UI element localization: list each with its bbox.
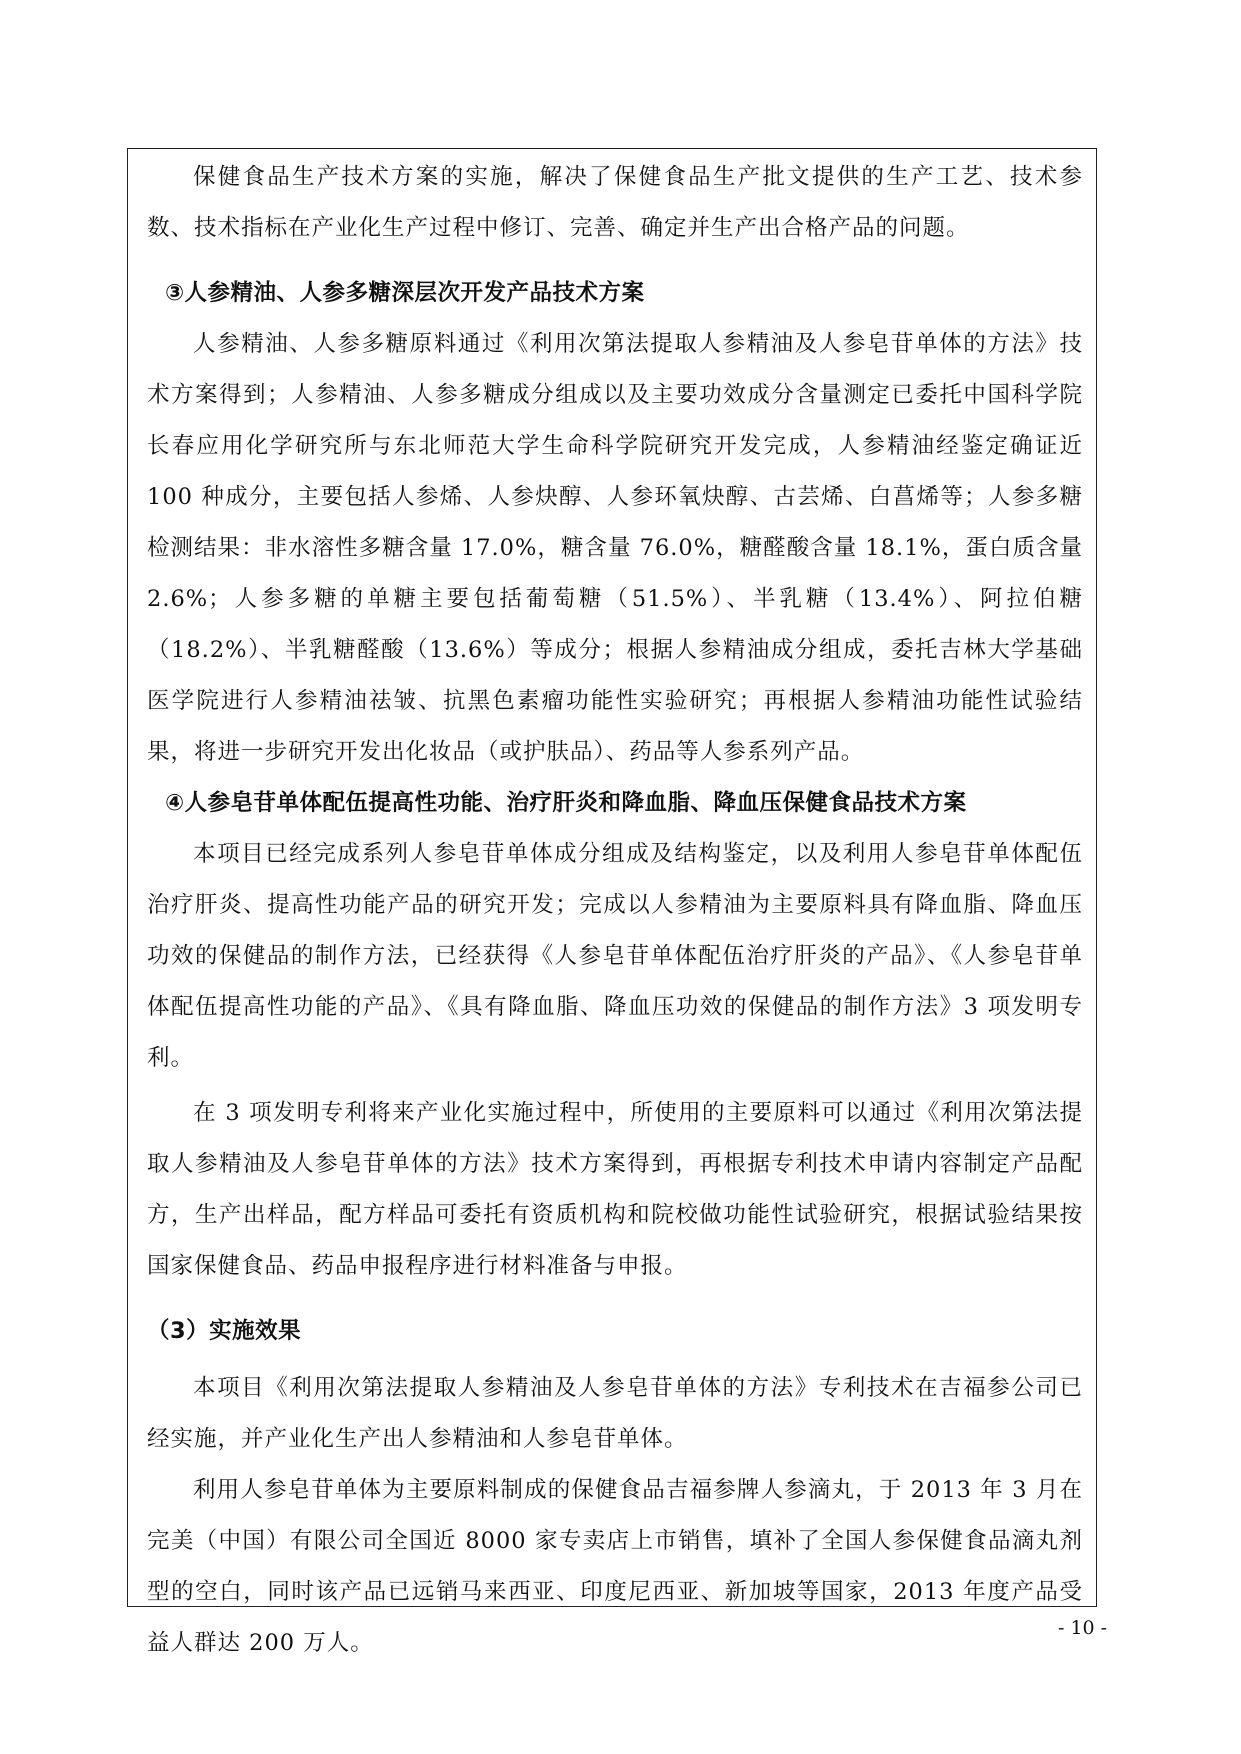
paragraph-implementation: 本项目《利用次第法提取人参精油及人参皂苷单体的方法》专利技术在吉福参公司已经实施，并产业化生产出人参精油和人参皂苷单体。	[147, 1375, 1083, 1452]
paragraph-market-results: 利用人参皂苷单体为主要原料制成的保健食品吉福参牌人参滴丸，于 2013 年 3 月在完美（中国）有限公司全国近 8000 家专卖店上市销售，填补了全国人参保健食品滴丸剂型的空白，同时该产品已远销马来西亚、印度尼西亚、新加坡等国家，2013 年度产品受益人群达 200 万人。	[147, 1477, 1083, 1656]
section-heading-implementation-effect: （3）实施效果	[147, 1318, 302, 1344]
page-number: - 10 -	[1058, 1617, 1108, 1639]
paragraph-patent-industrialization: 在 3 项发明专利将来产业化实施过程中，所使用的主要原料可以通过《利用次第法提取人参精油及人参皂苷单体的方法》技术方案得到，再根据专利技术申请内容制定产品配方，生产出样品，配方样品可委托有资质机构和院校做功能性试验研究，根据试验结果按国家保健食品、药品申报程序进行材料准备与申报。	[147, 1100, 1083, 1279]
section-heading-3: ③人参精油、人参多糖深层次开发产品技术方案	[165, 280, 645, 306]
section-heading-4: ④人参皂苷单体配伍提高性功能、治疗肝炎和降血脂、降血压保健食品技术方案	[165, 790, 967, 816]
document-body	[147, 152, 1083, 1669]
paragraph-ginseng-oil-polysaccharide: 人参精油、人参多糖原料通过《利用次第法提取人参精油及人参皂苷单体的方法》技术方案得到；人参精油、人参多糖成分组成以及主要功效成分含量测定已委托中国科学院长春应用化学研究所与东北师范大学生命科学院研究开发完成，人参精油经鉴定确证近 100 种成分，主要包括人参烯、人参炔醇、人参环氧炔醇、古芸烯、白菖烯等；人参多糖检测结果：非水溶性多糖含量 17.0%，糖含量 76.0%，糖醛酸含量 18.1%，蛋白质含量 2.6%；人参多糖的单糖主要包括葡萄糖（51.5%）、半乳糖（13.4%）、阿拉伯糖（18.2%）、半乳糖醛酸（13.6%）等成分；根据人参精油成分组成，委托吉林大学基础医学院进行人参精油祛皱、抗黑色素瘤功能性实验研究；再根据人参精油功能性试验结果，将进一步研究开发出化妆品（或护肤品）、药品等人参系列产品。	[147, 331, 1083, 765]
paragraph-production-plan: 保健食品生产技术方案的实施，解决了保健食品生产批文提供的生产工艺、技术参数、技术指标在产业化生产过程中修订、完善、确定并生产出合格产品的问题。	[147, 164, 1083, 241]
paragraph-saponin-monomer: 本项目已经完成系列人参皂苷单体成分组成及结构鉴定，以及利用人参皂苷单体配伍治疗肝炎、提高性功能产品的研究开发；完成以人参精油为主要原料具有降血脂、降血压功效的保健品的制作方法，已经获得《人参皂苷单体配伍治疗肝炎的产品》、《人参皂苷单体配伍提高性功能的产品》、《具有降血脂、降血压功效的保健品的制作方法》3 项发明专利。	[147, 841, 1083, 1071]
